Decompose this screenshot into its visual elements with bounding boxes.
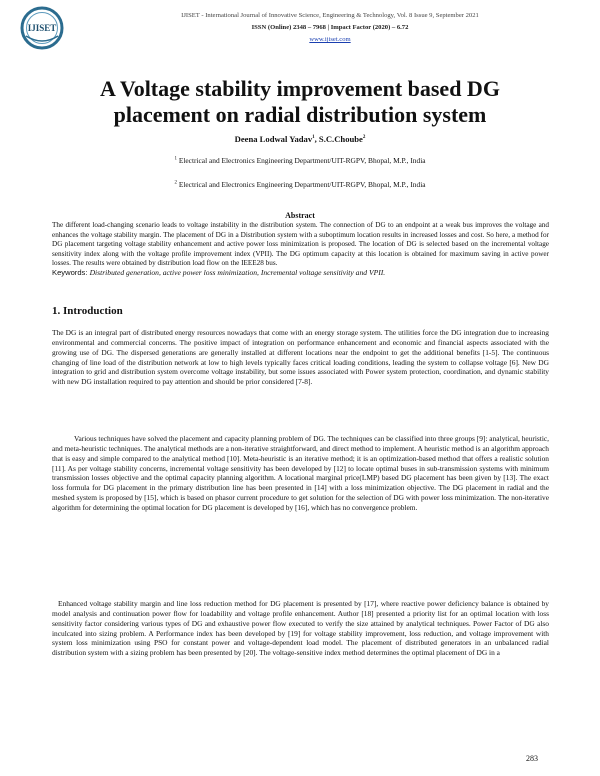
body-paragraph: The DG is an integral part of distributed energy resources nowadays that come with an energy storage system. The utilities force the DG integration due to increasing environmental and commercial concerns. The positive impact of integration on performance enhancement and economic and financial aspects associated with the growing use of DG. The dispersed generations are generally installed at different locations near the endpoint to get the additional benefits [1-5]. The continuous changing of line load of the distribution network at low to high levels typically faces critical loading conditions, leading the system to collapse voltage [6]. New DG integration to grid and distribution system overcome voltage instability, but some issues associated with Power system protection, coordination, and dynamic stability with new DG installation required to pay attention and should be prior considered [7-8].	[52, 328, 549, 387]
author-name: S.C.Choube	[318, 134, 363, 144]
page-number: 283	[526, 754, 538, 763]
body-paragraph: Enhanced voltage stability margin and line loss reduction method for DG placement is presented by [17], where reactive power deficiency balance is obtained by model analysis and continuation power flow for loadability and voltage profile enhancement. Author [18] presented a priority list for an optimal location with loss sensitivity factor considering various types of DG and exhaustive power flow executed to verify the size attained by analytical techniques. Power Factor of DG also inculcated into sizing problem. A Performance index has been developed by [19] for voltage stability improvement, loss reduction, and voltage improvement with system loss minimization using PSO for constant power and voltage-dependent load model. The placement of distributed generators in an unbalanced radial distribution system with a sizing problem has been presented by [20]. The voltage-sensitive index method determines the optimal placement of DG in a	[52, 599, 549, 658]
paper-title: A Voltage stability improvement based DG placement on radial distribution system	[100, 76, 500, 127]
keywords	[52, 268, 552, 278]
journal-website-link[interactable]: www.ijiset.com	[309, 36, 351, 43]
body-paragraph: Various techniques have solved the placement and capacity planning problem of DG. The techniques can be classified into three groups [9]: analytical, heuristic, and meta-heuristic techniques. The analytical methods are a non-iterative straightforward, and direct method to implement. A heuristic method is an algorithm approach that is easy and simple compared to the analytical method [10]. Meta-heuristic is an iterative method; it is an optimization-based method that offers a realistic solution [11]. As per voltage stability concerns, incremental voltage sensitivity has been developed by [12] to locate optimal buses in sub-transmission systems with minimum transmission losses objective and the optimal capacity planning algorithm. A locational marginal price(LMP) based DG placement has been given by [13]. The exact loss formula for DG placement in the primary distribution line has been presented in [14] with a loss minimization objective. The DG placement in radial and the meshed system is proposed by [15], which is based on phasor current procedure to get solution for the selection of DG with power loss minimization. The non-iterative algorithm for determining the optimal location for DG placement is developed by [16], which has no convergence problem.	[52, 434, 549, 512]
keywords-value: Distributed generation, active power loss minimization, Incremental voltage sensitivity and VPII.	[89, 268, 386, 277]
author-affiliation-mark: 2	[362, 135, 366, 141]
author-list	[0, 134, 600, 144]
section-heading: 1. Introduction	[52, 305, 123, 317]
abstract-heading: Abstract	[285, 211, 315, 220]
affiliation-mark: 2	[174, 180, 177, 186]
journal-citation: IJISET - International Journal of Innovative Science, Engineering & Technology, Vol. 8 Issue 9, September 2021	[181, 12, 479, 19]
author-name: Deena Lodwal Yadav	[234, 134, 313, 144]
keywords-label: Keywords:	[52, 268, 90, 277]
affiliation	[0, 180, 600, 189]
affiliation-text: Electrical and Electronics Engineering Department/UIT-RGPV, Bhopal, M.P., India	[176, 156, 426, 165]
author-separator: ,	[314, 134, 319, 144]
affiliation-text: Electrical and Electronics Engineering Department/UIT-RGPV, Bhopal, M.P., India	[176, 180, 426, 189]
affiliation	[0, 156, 600, 165]
affiliation-mark: 1	[174, 156, 177, 162]
journal-logo	[20, 6, 64, 50]
logo-text: IJISET	[27, 23, 57, 33]
author-affiliation-mark: 1	[312, 135, 315, 141]
abstract-text: The different load-changing scenario leads to voltage instability in the distribution system. The connection of DG to an endpoint at a weak bus improves the voltage and enhances the voltage stability margin. The placement of DG in a Distribution system with a suboptimum location results in increased losses and cost. So here, a method for DG placement targeting voltage stability enhancement and active power loss minimization is proposed. The location of DG is selected based on the incremental voltage sensitivity index along with the voltage profile improvement index (VPII). The DG optimum capacity at this location is obtained for maximum saving in active power losses. The results were obtained by distribution load flow on the IEEE28 bus.	[52, 221, 549, 268]
ijiset-logo-icon	[20, 6, 64, 50]
issn-line: ISSN (Online) 2348 – 7968 | Impact Factor (2020) – 6.72	[251, 24, 409, 31]
